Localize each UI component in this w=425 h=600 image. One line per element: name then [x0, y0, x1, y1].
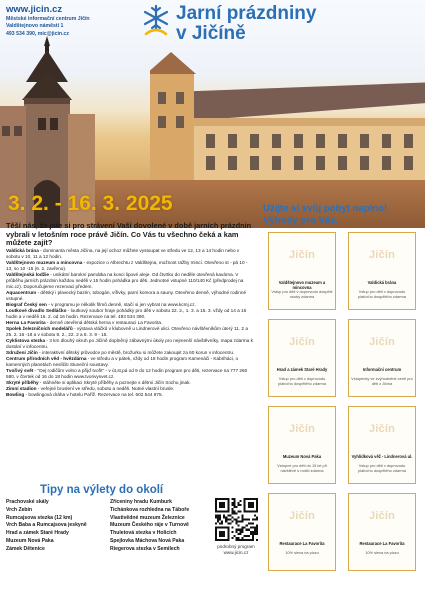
attraction-name: Aquacentrum: [6, 290, 37, 296]
attraction-text: - ve středu a v pátek, vždy od 18 hodin program Kamenáči - Kabriháci, o kamenných planetách neslíčiti Sluneční soustavy.: [6, 356, 239, 368]
jicin-watermark-logo: Jičín: [288, 510, 316, 522]
attraction-name: Skryté příběhy: [6, 380, 39, 386]
info-line: 493 534 390, mic@jicin.cz: [6, 30, 70, 37]
attraction-name: Valdštejnovo muzeum a mincovna: [6, 260, 83, 266]
coupon-logo-area: [349, 320, 415, 364]
tip-item: Thuletová stezka v Holicích: [110, 530, 177, 536]
coupon-logo-area: [349, 233, 415, 277]
attraction-text: - 3 km dlouhý okruh po Jičíně doplněný zábavnými úkoly pro nejmenší návštěvníky, mapa zdarma k dostání v infocentru.: [6, 338, 253, 350]
intro-text: Těší nás, že jste si pro strávení Vaší dovolené v době jarních prázdnin vybrali v letošním roce právě Jičín. Co Vás tu všechno čeká a kam můžete zajít?: [6, 221, 252, 248]
coupon-description: Vstupenky ve zvýhodněné ceně pro děti z Jičína: [351, 376, 413, 386]
attraction-name: Valdštejnská lodžie: [6, 272, 49, 278]
info-line: Valdštejnovo náměstí 1: [6, 23, 64, 30]
attraction-text: - bowlingová dráha v hotelu Paříž. Rezervace na tel. 602 544 975.: [24, 392, 163, 398]
coupon-name: Restaurace La Favorita: [279, 541, 325, 546]
attraction-name: Cyklistova stezka: [6, 338, 46, 344]
title-line: v Jičíně: [176, 23, 246, 44]
attraction-name: Bowling: [6, 392, 25, 398]
attraction-text: - výstava vláčků v klubovně u Lindnerové ulici. Otevřeno návštěvníkům úterý 11. 2 a 25. 2. 16 -18 a v sobotu 8. 2., 22. 2 a 8. 3. 9 - 15.: [6, 326, 248, 338]
attraction-text: - loutkový soubor hraje pohádky pro děti v sobotu 22. 2., 1. 3. a 15. 3. vždy od 14 a 16 hodin a v neděli 16. 2. od 16 hodin. Rezervace na tel. 493 534 390.: [6, 308, 247, 320]
qr-code[interactable]: [215, 498, 258, 541]
jicin-watermark-logo: Jičín: [368, 423, 396, 435]
attraction-item: [6, 272, 254, 290]
coupon-description: Vstup pro děti v doprovodu platícího dospělého zdarma: [278, 376, 326, 386]
snowflake-sun-icon: [142, 4, 170, 38]
coupon-name: Informační centrum: [362, 367, 402, 372]
tips-heading: Tipy na výlety do okolí: [40, 484, 164, 496]
tip-item: Spejlovka Máchova Nová Paka: [110, 537, 185, 544]
coupon-name: Restaurace La Favorita: [359, 541, 405, 546]
tip-item: Zámek Dětenice: [6, 545, 45, 552]
attraction-text: - "Dej rodičům volno a přijď tvořit" - v út,st,pá od 9 do 12 hodin program pro děti, rezervace na 777 260 580, v čtvrtek od 16 do 18 hodin www.tvorivysvet.cz.: [6, 368, 248, 380]
attraction-name: Biograf Český sen: [6, 302, 47, 308]
jicin-watermark-logo: Jičín: [368, 249, 396, 261]
attraction-item: [6, 368, 254, 380]
attraction-text: - v programu je několik filmů denně, stačí si jen vybrat na www.kcmj.cz.: [46, 302, 196, 308]
coupon-description: Vstup pro děti v doprovodu dospělé osoby zdarma: [271, 289, 333, 299]
coupon-logo-area: [269, 233, 335, 277]
coupon-card: [348, 319, 416, 397]
attraction-item: [6, 338, 254, 350]
coupon-description: Vstup pro děti v doprovodu platícího dospělého zdarma: [358, 463, 406, 473]
attraction-text: - veřejné bruslení ve středu, sobotu a neděli. Nutné vlastní brusle.: [36, 386, 175, 392]
attraction-text: - expozice o Albrechtu z Valdštejna, možnost ražby mincí. Otevřeno st - pá 10 - 13, so 10 -15 (6. 2. zavřeno).: [6, 260, 248, 272]
info-center-contact: [6, 16, 90, 38]
benefits-heading: [263, 203, 421, 226]
coupon-card: [268, 493, 336, 571]
coupon-card: [268, 232, 336, 310]
coupon-description: Vstupné pro děti do 15 let při návštěvě s rodiči zdarma: [277, 463, 327, 473]
coupon-card: [268, 406, 336, 484]
attraction-text: - interaktivní dětský průvodce po městě, brožurku si můžete zakoupit za 60 korun v infocentru.: [37, 350, 235, 356]
attraction-item: [6, 290, 254, 302]
jicin-watermark-logo: Jičín: [368, 336, 396, 348]
attraction-item: [6, 308, 254, 320]
attraction-text: - dětský i plavecký bazén, tobogán, vířivky, parní komora a sauny. Otevřeno denně, výhodné rodinné vstupné.: [6, 290, 247, 302]
attraction-name: Loutkové divadlo Sedláčko: [6, 308, 67, 314]
tip-item: Riegerova stezka v Semilech: [110, 545, 180, 552]
tip-item: Muzeum Nová Paka: [6, 537, 54, 544]
coupon-description: Vstup pro děti v doprovodu platícího dospělého zdarma: [358, 289, 406, 299]
attraction-text: - unikátní barokní památka na konci lipové aleje. Od čtvrtku do neděle otevřená kavárna. V průběhu jarních prázdnin každou neděli v 15 hodin pohádka pro děti. Jednotné vstupné 110/140 Kč (předprodej na mic.cz). Doporučujeme rezervaci předem.: [6, 272, 244, 290]
attraction-name: Sdružení Jičín: [6, 350, 38, 356]
tips-list-right: [110, 499, 212, 553]
attraction-text: - dominanta města Jičína, na její ochoz můžete vystoupat ve středu ve 12, 13 a 14 hodin nebo v sobotu v 10, 11 a 12 hodin.: [6, 248, 240, 260]
attraction-item: [6, 356, 254, 368]
coupon-description: 10% sleva na pizzu: [365, 550, 399, 555]
tips-list-left: [6, 499, 112, 553]
attraction-item: [6, 248, 254, 260]
attraction-name: Herna La Favorita: [6, 320, 46, 326]
qr-caption-line: www.jicin.cz: [223, 550, 249, 555]
attraction-item: [6, 392, 254, 398]
coupon-card: [348, 232, 416, 310]
attractions-list: [6, 248, 254, 398]
jicin-watermark-logo: Jičín: [288, 249, 316, 261]
attraction-name: Zimní stadion: [6, 386, 37, 392]
tip-item: Hrad a zámek Staré Hrady: [6, 530, 69, 536]
coupon-name: Vyhlídková věž - Lindnerová ul.: [351, 454, 413, 459]
tip-item: Tichánkova rozhledna na Táboře: [110, 506, 190, 513]
coupon-card: [348, 493, 416, 571]
date-range: 3. 2. - 16. 3. 2025: [8, 192, 173, 215]
coupon-logo-area: [349, 407, 415, 451]
tip-item: Prachovské skály: [6, 499, 49, 505]
tip-item: Rumcajsova stezka (12 km): [6, 514, 73, 521]
title-line: Jarní prázdniny: [176, 3, 317, 24]
coupon-name: Valdická brána: [367, 280, 397, 285]
attraction-name: Tvořivý svět: [6, 368, 34, 374]
attraction-text: - denně otevřená dětská herna v restauraci La Favorita.: [45, 320, 163, 326]
coupon-name: Valdštejnovo muzeum a mincovna: [278, 280, 326, 290]
coupon-description: 10% sleva na pizzu: [285, 550, 319, 555]
attraction-name: Centrum přírodních věd - hvězdárna: [6, 356, 87, 362]
coupon-name: Hrad a zámek Staré Hrady: [276, 367, 328, 372]
website-url[interactable]: www.jicin.cz: [6, 4, 63, 15]
coupon-card: [268, 319, 336, 397]
coupon-logo-area: [269, 494, 335, 538]
info-line: Městské informační centrum Jičín: [6, 16, 90, 22]
tip-item: Vlastivědné muzeum Železnice: [110, 514, 185, 521]
page-title: [176, 4, 316, 44]
attraction-item: [6, 260, 254, 272]
tip-item: Muzeum Českého ráje v Turnově: [110, 522, 189, 529]
attraction-text: - stáhněte si aplikaci Skryté příběhy a poznejte s dětmi Jičín trochu jinak.: [38, 380, 191, 386]
qr-caption: [208, 544, 264, 556]
qr-caption-line: podrobný program: [217, 544, 255, 549]
jicin-watermark-logo: Jičín: [368, 510, 396, 522]
benefits-heading-line: Výhody pro Vás.: [263, 214, 339, 226]
coupon-logo-area: [269, 320, 335, 364]
tip-item: Zříceniny hradu Kumburk: [110, 499, 172, 505]
jicin-watermark-logo: Jičín: [288, 336, 316, 348]
coupon-logo-area: [349, 494, 415, 538]
coupon-logo-area: [269, 407, 335, 451]
tip-item: Vrch Baba a Rumcajsova jeskyně: [6, 522, 87, 529]
attraction-name: Valdická brána: [6, 248, 39, 253]
attraction-name: Spolek železničních modelářů: [6, 326, 73, 332]
coupon-name: Muzeum Nová Paka: [282, 454, 322, 459]
attraction-item: [6, 326, 254, 338]
coupon-card: [348, 406, 416, 484]
tip-item: Vrch Zebín: [6, 506, 33, 513]
jicin-watermark-logo: Jičín: [288, 423, 316, 435]
benefits-heading-line: Užijte si svůj pobyt naplno!: [263, 203, 388, 214]
castle-illustration: [150, 52, 425, 192]
